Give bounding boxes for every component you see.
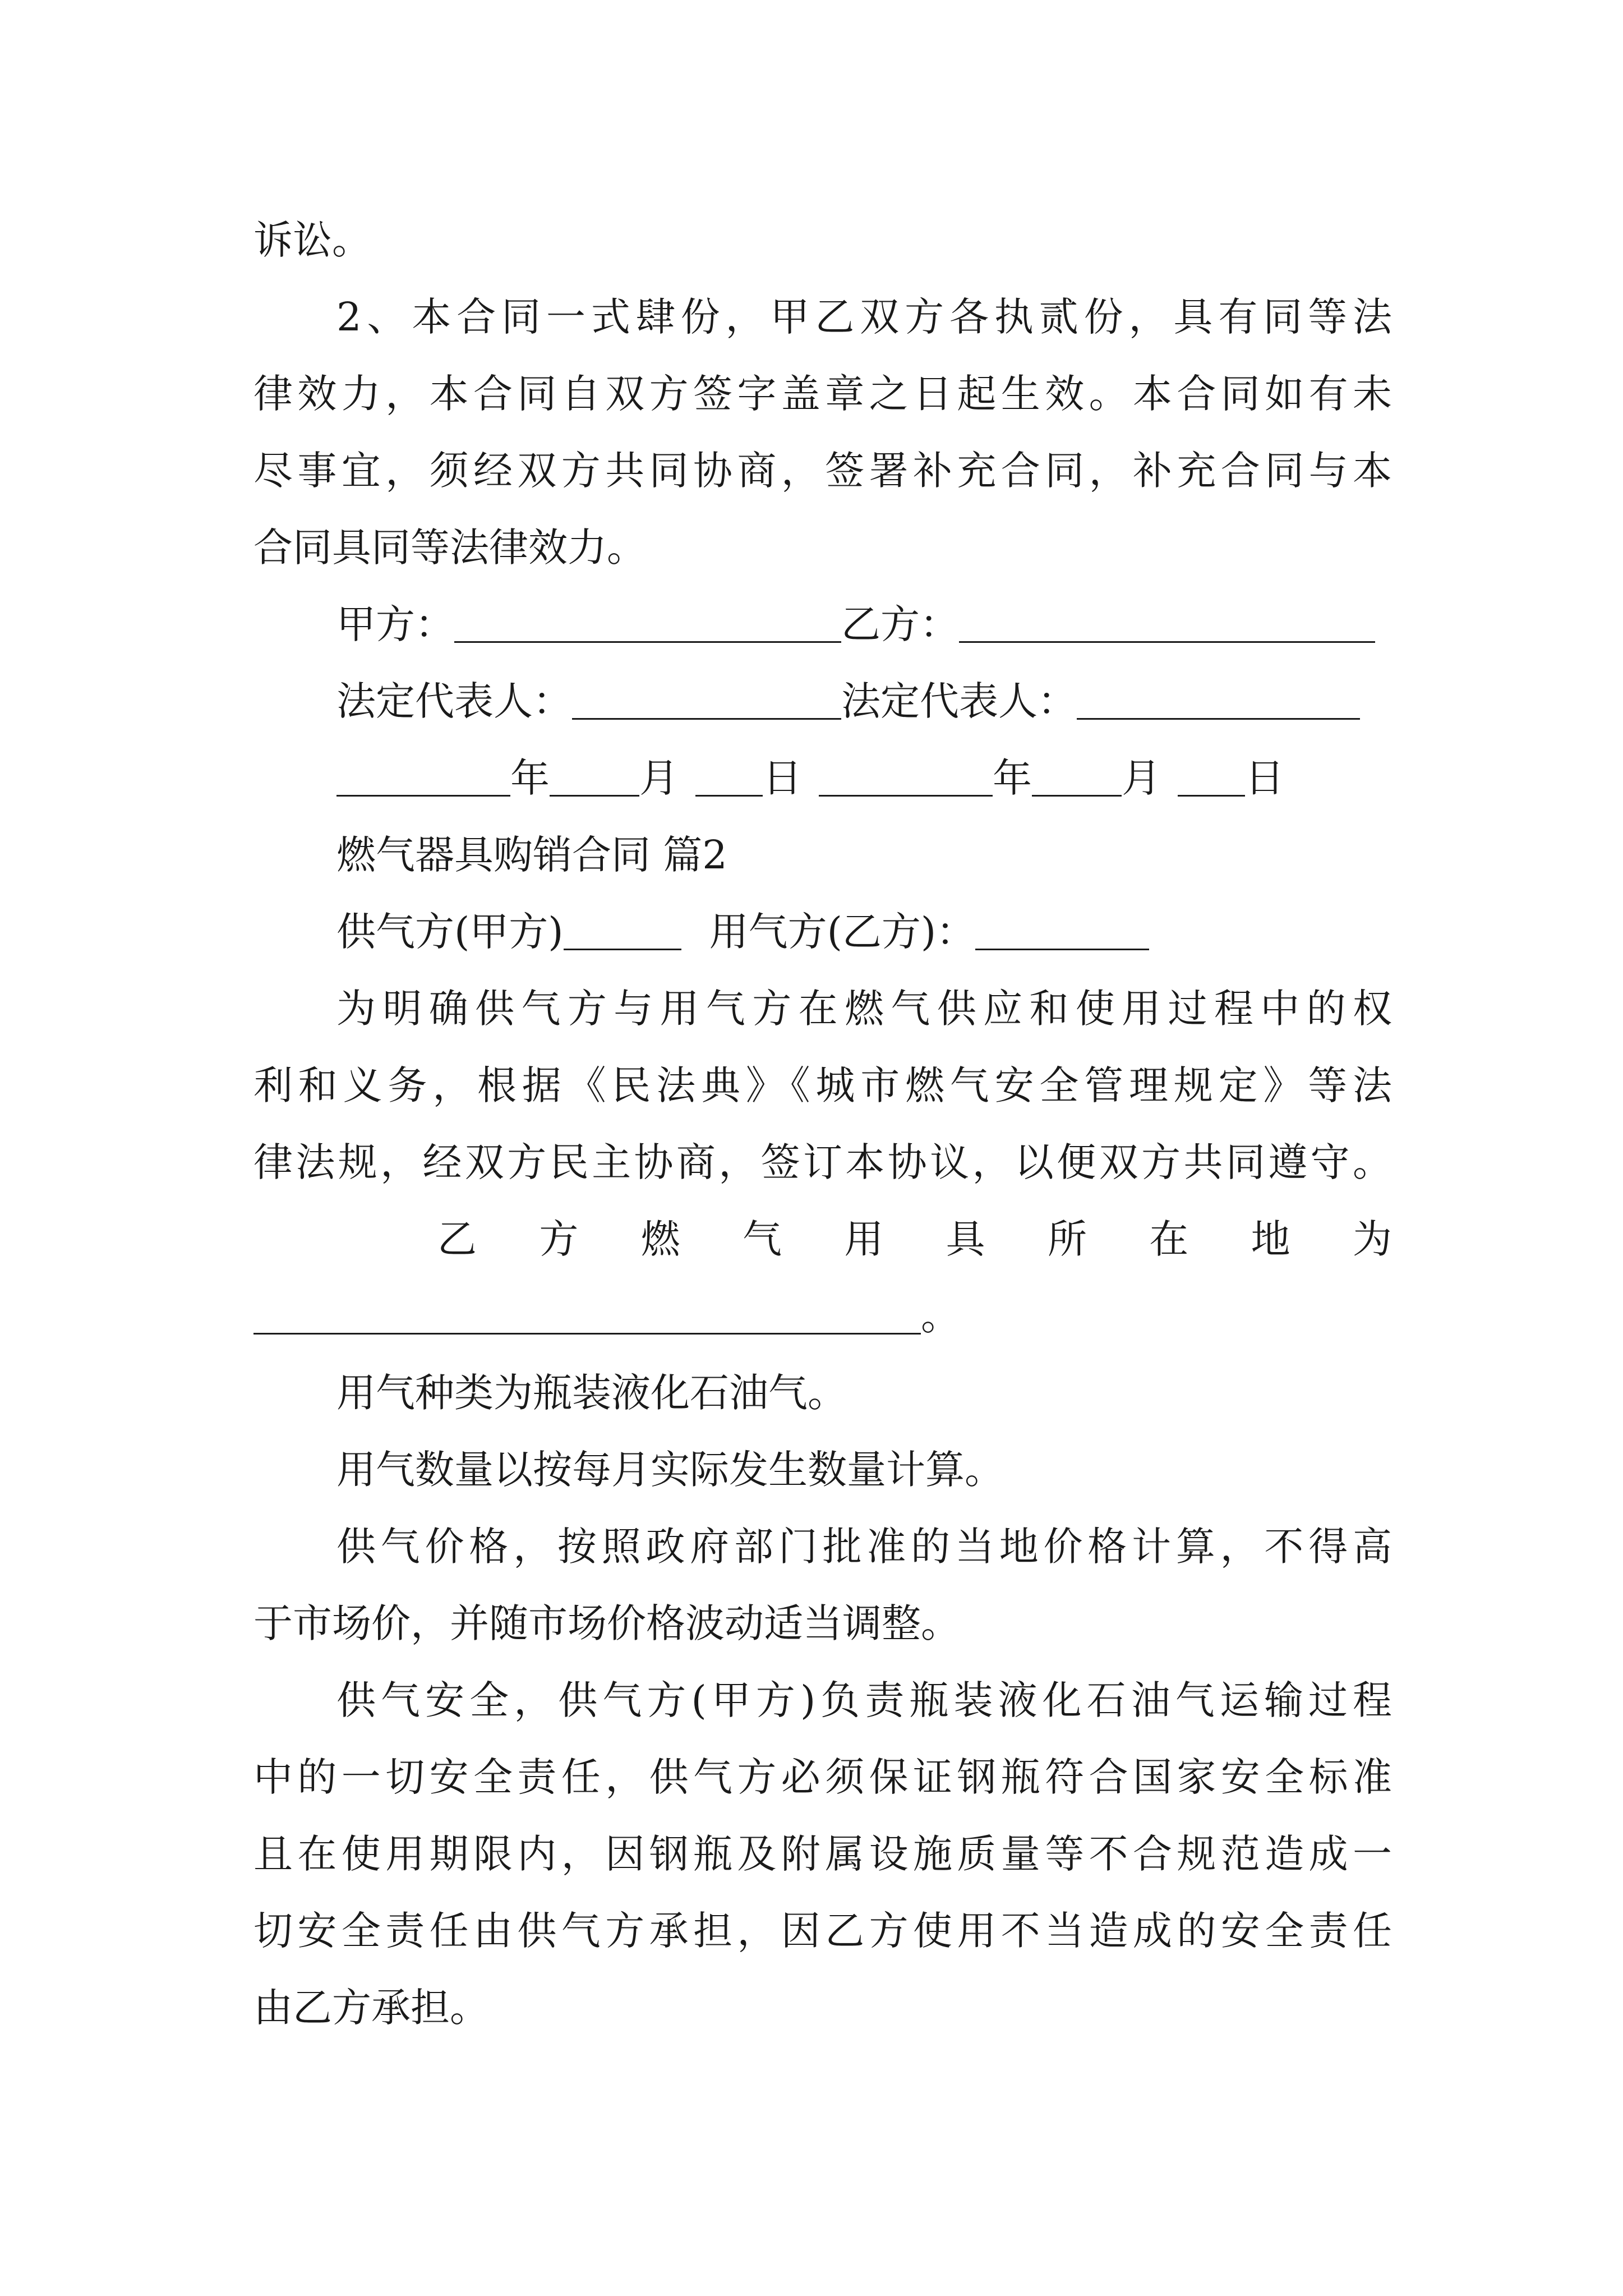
day-a-label: 日 (763, 755, 802, 801)
month-b-label: 月 (1122, 755, 1161, 801)
location-blank (253, 1286, 921, 1335)
clause-2-line-1: 2、本合同一式肆份，甲乙双方各执贰份，具有同等法 (336, 294, 1392, 340)
day-a-blank (695, 748, 763, 797)
intro-line-2: 利和义务，根据《民法典》《城市燃气安全管理规定》等法 (253, 1062, 1392, 1108)
party-b-label: 乙方： (841, 601, 959, 647)
section-2-title: 燃气器具购销合同 篇2 (336, 832, 727, 878)
price-line-1: 供气价格，按照政府部门批准的当地价格计算，不得高 (336, 1524, 1392, 1570)
location-char: 为 (1352, 1216, 1392, 1262)
clause-2-line-4: 合同具同等法律效力。 (253, 524, 646, 570)
user-blank (975, 901, 1149, 950)
location-char: 地 (1251, 1216, 1290, 1262)
year-a-label: 年 (510, 755, 550, 801)
location-char: 方 (539, 1216, 579, 1262)
parties-row (253, 894, 1392, 970)
day-b-label: 日 (1245, 755, 1284, 801)
intro-line-3: 律法规，经双方民主协商，签订本协议，以便双方共同遵守。 (253, 1139, 1392, 1185)
rep-a-blank (572, 671, 841, 720)
safety-line-5: 由乙方承担。 (253, 1985, 489, 2031)
party-a-label: 甲方： (336, 601, 454, 647)
location-char: 在 (1149, 1216, 1189, 1262)
location-char: 燃 (640, 1216, 680, 1262)
signature-rep-row (253, 663, 1392, 740)
safety-line-1: 供气安全，供气方(甲方)负责瓶装液化石油气运输过程 (336, 1677, 1392, 1723)
year-a-blank (336, 748, 510, 797)
location-char: 所 (1047, 1216, 1087, 1262)
user-label: 用气方(乙方)： (709, 909, 976, 955)
location-spread-row (253, 1201, 1392, 1278)
party-a-blank (454, 594, 841, 643)
intro-line-1: 为明确供气方与用气方在燃气供应和使用过程中的权 (336, 986, 1392, 1032)
signature-party-row (253, 586, 1392, 663)
supplier-blank (564, 901, 681, 950)
location-char: 具 (946, 1216, 985, 1262)
rep-b-blank (1077, 671, 1360, 720)
year-b-blank (819, 748, 993, 797)
month-a-label: 月 (639, 755, 679, 801)
month-b-blank (1032, 748, 1122, 797)
safety-line-4: 切安全责任由供气方承担，因乙方使用不当造成的安全责任 (253, 1908, 1392, 1954)
rep-a-label: 法定代表人： (336, 678, 572, 724)
location-end: 。 (921, 1293, 960, 1339)
safety-line-3: 且在使用期限内，因钢瓶及附属设施质量等不合规范造成一 (253, 1831, 1392, 1877)
signature-date-row (253, 740, 1392, 817)
safety-line-2: 中的一切安全责任，供气方必须保证钢瓶符合国家安全标准 (253, 1754, 1392, 1800)
location-blank-row (253, 1278, 1392, 1355)
clause-2-line-3: 尽事宜，须经双方共同协商，签署补充合同，补充合同与本 (253, 448, 1392, 494)
document-page (253, 202, 1392, 2046)
price-line-2: 于市场价，并随市场价格波动适当调整。 (253, 1600, 960, 1646)
supplier-label: 供气方(甲方) (336, 909, 564, 955)
year-b-label: 年 (993, 755, 1032, 801)
location-char: 气 (742, 1216, 782, 1262)
location-char: 用 (844, 1216, 884, 1262)
paragraph-line: 诉讼。 (253, 217, 371, 263)
location-char: 乙 (437, 1216, 477, 1262)
gas-quantity-line: 用气数量以按每月实际发生数量计算。 (336, 1447, 1004, 1493)
month-a-blank (550, 748, 639, 797)
clause-2-line-2: 律效力，本合同自双方签字盖章之日起生效。本合同如有未 (253, 371, 1392, 417)
day-b-blank (1178, 748, 1245, 797)
gas-type-line: 用气种类为瓶装液化石油气。 (336, 1370, 847, 1416)
party-b-blank (959, 594, 1375, 643)
rep-b-label: 法定代表人： (841, 678, 1077, 724)
